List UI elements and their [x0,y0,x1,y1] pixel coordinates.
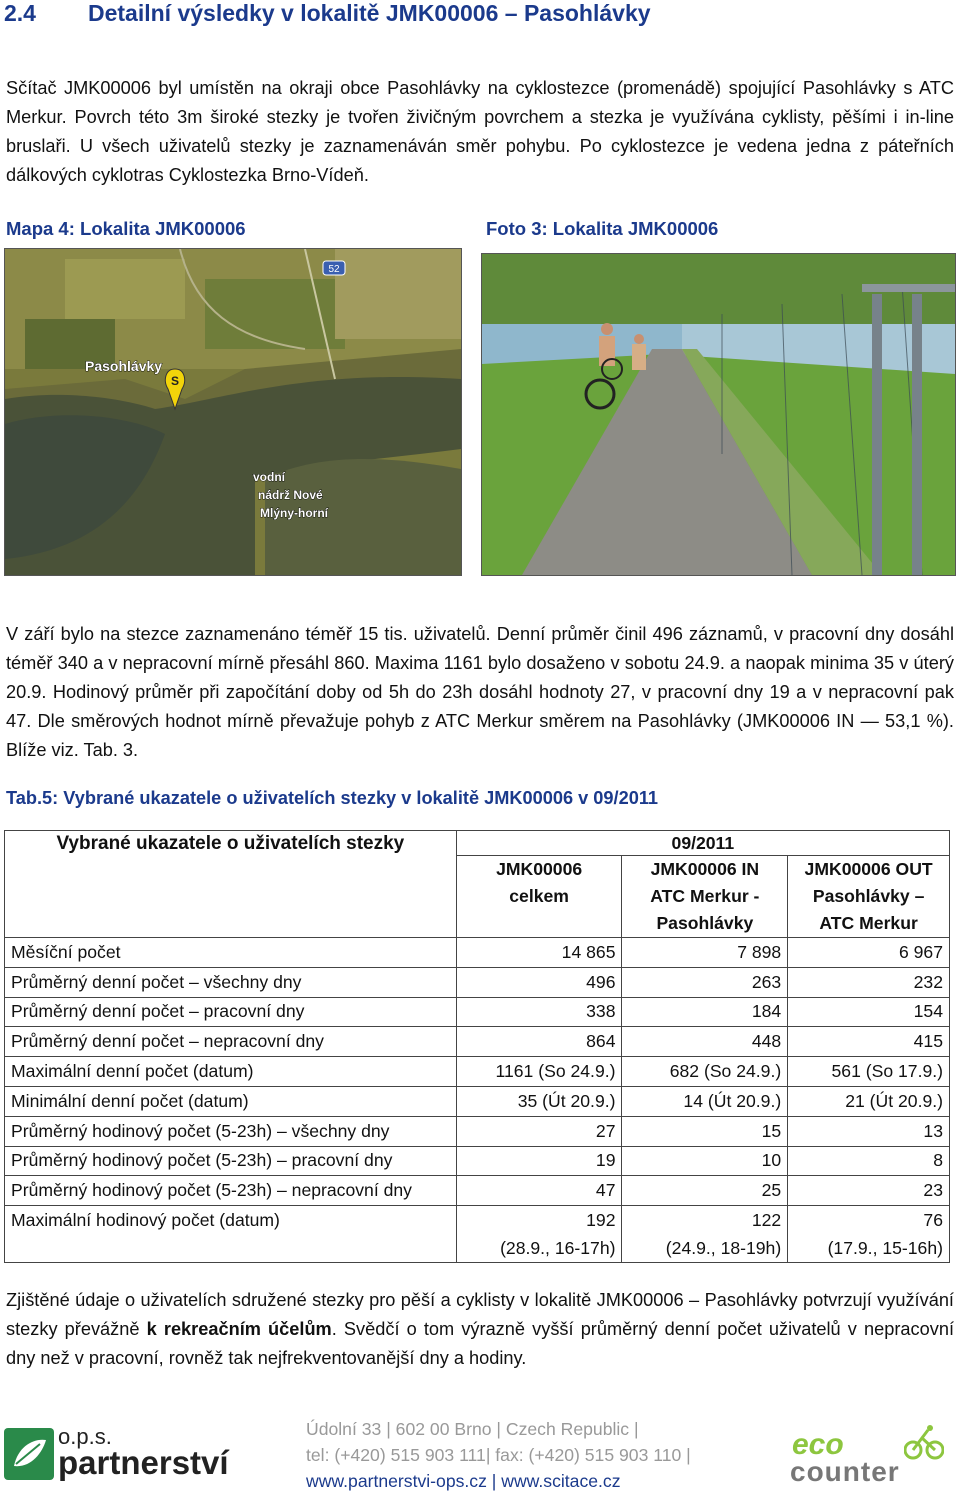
map-image [5,249,461,575]
conclusion-paragraph: Zjištěné údaje o uživatelích sdružené stezky pro pěší a cyklisty v lokalitě JMK00006 – Pasohlávky potvrzují využívání stezky převážně k rekreačním účelům. Svědčí o tom výrazně vyšší průměrný denní počet uživatelů v nepracovní dny než v pracovní, rovněž tak nejfrekventovanější dny a hodiny. [6,1290,955,1368]
logo-eco-text: eco [792,1428,844,1461]
table-row: Průměrný hodinový počet (5-23h) – pracovní dny 19 10 8 [5,1146,950,1176]
conclusion-emphasis: k rekreačním účelům [146,1319,332,1339]
table-row: Měsíční počet 14 865 7 898 6 967 [5,938,950,968]
leaf-logo-icon [4,1428,54,1480]
footer-address: Údolní 33 | 602 00 Brno | Czech Republic | [306,1419,639,1439]
table-row: Minimální denní počet (datum) 35 (Út 20.9.) 14 (Út 20.9.) 21 (Út 20.9.) [5,1086,950,1116]
logo-partnerstvi-text: partnerství [58,1444,229,1481]
road-badge: 52 [328,264,340,275]
lake-label-3: Mlýny-horní [260,506,328,520]
results-paragraph: V září bylo na stezce zaznamenáno téměř 15 tis. uživatelů. Denní průměr činil 496 záznamů, v pracovní dny dosáhl téměř 340 a v nepracovní mírně přesáhl 860. Maxima 1161 bylo dosaženo v sobotu 24.9. a naopak minima 35 v úterý 20.9. Hodinový průměr při započítání doby od 5h do 23h dosáhl hodnoty 27, v pracovní dny 19 a v nepracovní pak 47. Dle směrových hodnot mírně převažuje pohyb z ATC Merkur směrem na Pasohlávky (JMK00006 IN — 53,1 %). Blíže viz. Tab. 3. [6,624,954,760]
table-header-label: Vybrané ukazatele o uživatelích stezky [5,831,457,938]
satellite-map [4,248,462,576]
lake-label-2: nádrž Nové [258,488,323,502]
logo-counter-text: counter [790,1456,900,1487]
section-title: Detailní výsledky v lokalitě JMK00006 – Pasohlávky [88,0,651,26]
footer-phone: tel: (+420) 515 903 111| fax: (+420) 515 903 110 | [306,1445,691,1465]
col-total-header: JMK00006 celkem [456,856,622,938]
section-heading [4,0,651,27]
path-photo [481,253,956,576]
section-number: 2.4 [4,0,36,26]
table-row: Průměrný hodinový počet (5-23h) – nepracovní dny 47 25 23 [5,1176,950,1206]
footer-contact: Údolní 33 | 602 00 Brno | Czech Republic | tel: (+420) 515 903 111| fax: (+420) 515 903 110 | www.partnerstvi-ops.cz | www.scitace.cz [306,1416,691,1494]
table-row: Průměrný denní počet – pracovní dny 338 184 154 [5,997,950,1027]
table-row: Průměrný denní počet – nepracovní dny 864 448 415 [5,1027,950,1057]
partnerstvi-logo [4,1424,264,1484]
cyclist-icon [904,1424,944,1460]
footer-link-partnerstvi[interactable]: www.partnerstvi-ops.cz [306,1471,487,1491]
intro-paragraph: Sčítač JMK00006 byl umístěn na okraji obce Pasohlávky na cyklostezce (promenádě) spojující Pasohlávky s ATC Merkur. Povrch této 3m široké stezky je tvořen živičným povrchem a stezka je využívána cyklisty, pěšími i in-line bruslaři. U všech uživatelů stezky je zaznamenáván směr pohybu. Po cyklostezce je vedena jedna z páteřních dálkových cyklotras Cyklostezka Brno-Vídeň. [6,78,954,185]
map-caption: Mapa 4: Lokalita JMK00006 [6,218,246,239]
results-table [4,830,950,1263]
table-header-row [5,831,950,856]
lake-label-1: vodní [253,470,285,484]
footer-link-scitace[interactable]: www.scitace.cz [501,1471,621,1491]
photo-caption: Foto 3: Lokalita JMK00006 [486,218,719,239]
table-row: Maximální denní počet (datum) 1161 (So 24.9.) 682 (So 24.9.) 561 (So 17.9.) [5,1057,950,1087]
table-header-period: 09/2011 [456,831,949,856]
col-in-header: JMK00006 IN ATC Merkur - Pasohlávky [622,856,788,938]
eco-counter-logo [786,1424,956,1487]
table-row: Průměrný denní počet – všechny dny 496 263 232 [5,967,950,997]
table-row: Průměrný hodinový počet (5-23h) – všechny dny 27 15 13 [5,1116,950,1146]
table-title: Tab.5: Vybrané ukazatele o uživatelích stezky v lokalitě JMK00006 v 09/2011 [6,788,659,808]
photo-image [482,254,955,575]
logo-ops-text: o.p.s. [58,1424,112,1449]
svg-text:S: S [170,374,180,388]
col-out-header: JMK00006 OUT Pasohlávky – ATC Merkur [788,856,950,938]
town-label: Pasohlávky [85,358,163,374]
table-row-last: Maximální hodinový počet (datum) 192 (28.9., 16-17h) 122 (24.9., 18-19h) 76 (17.9., 15-16h) [5,1206,950,1263]
